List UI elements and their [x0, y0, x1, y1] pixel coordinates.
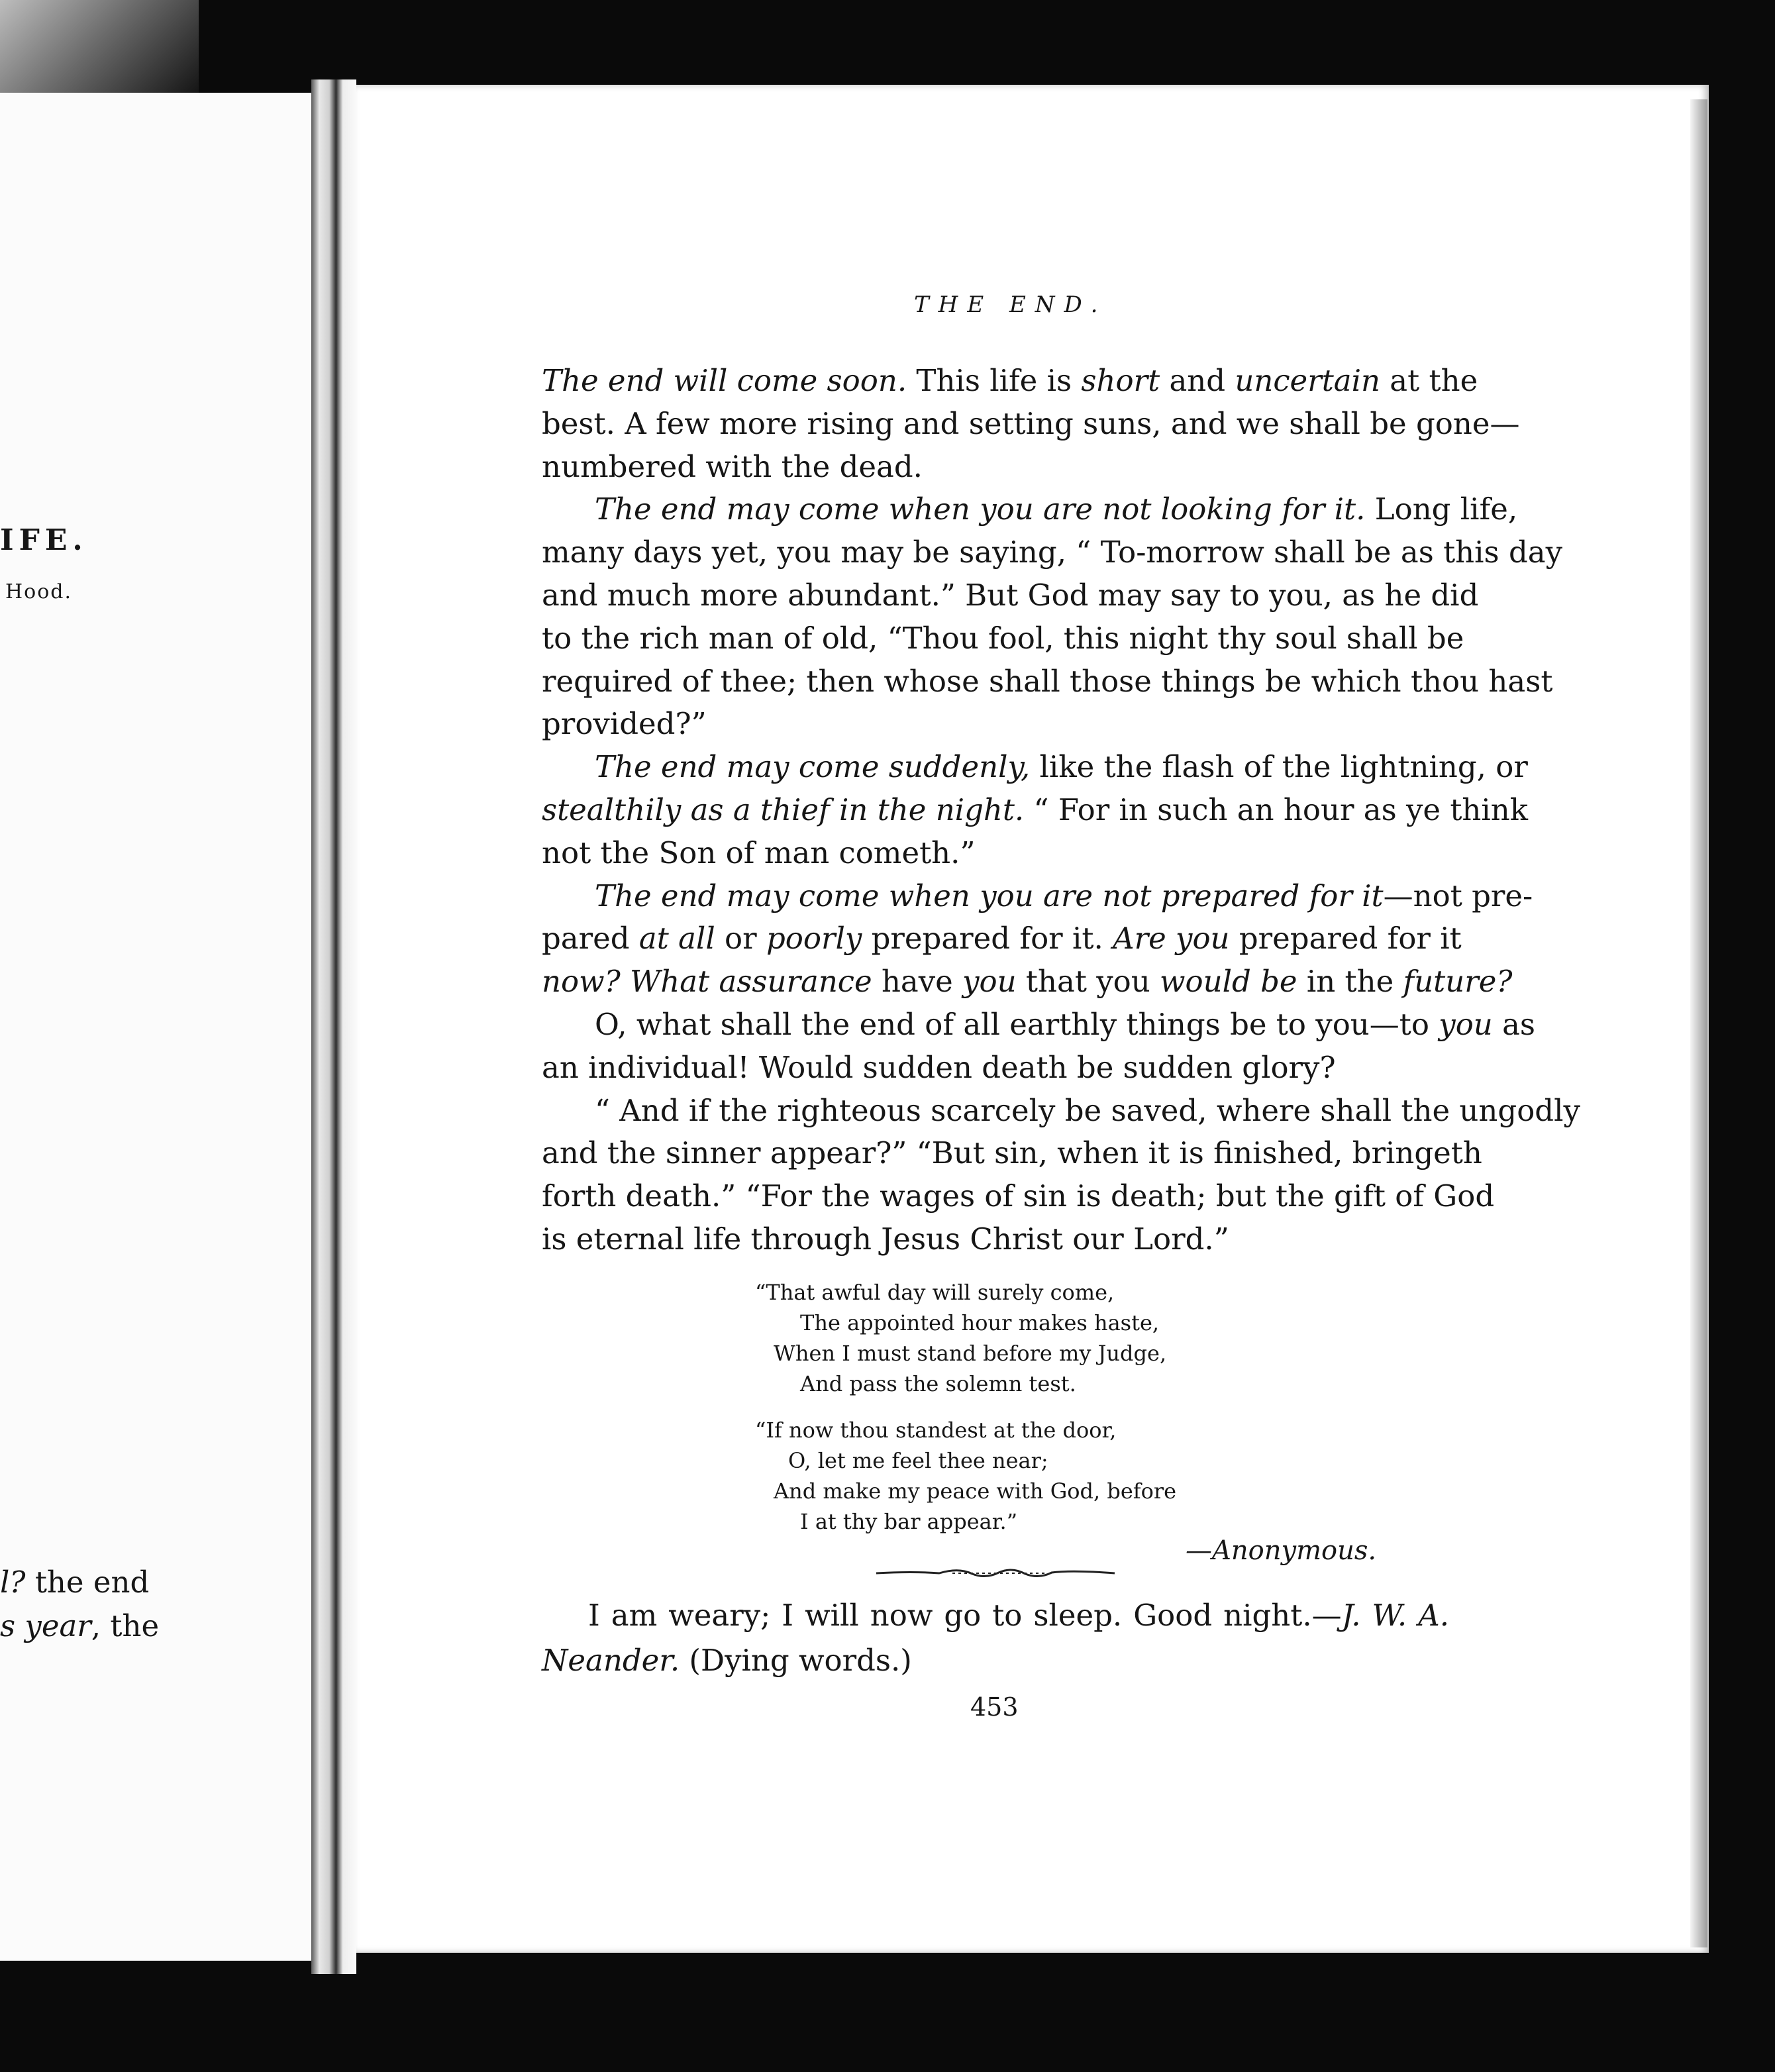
text: prepared for it. — [862, 921, 1113, 957]
body-line — [542, 921, 1462, 957]
body-line — [542, 663, 1553, 699]
text: or — [715, 921, 766, 957]
text: This life is — [907, 363, 1082, 398]
text: “ And if the righteous scarcely be saved, where shall the ungodly — [595, 1092, 1580, 1128]
text: that you — [1016, 964, 1160, 1000]
italic-text: poorly — [766, 921, 862, 957]
body-line — [542, 706, 1449, 741]
left-text-line-1: l? the end — [0, 1565, 150, 1600]
italic-text: The end may come when you are not looking for it. — [595, 492, 1366, 527]
text: pared — [542, 921, 639, 957]
text: at the — [1380, 363, 1478, 398]
italic-text: you — [1439, 1007, 1493, 1042]
text: like the flash of the lightning, or — [1030, 749, 1528, 785]
closing-line-2: Neander. (Dying words.) — [542, 1643, 912, 1678]
text: required of thee; then whose shall those things be which thou hast — [542, 663, 1553, 699]
poem-line: When I must stand before my Judge, — [774, 1341, 1167, 1366]
body-line — [542, 835, 1449, 870]
italic-text: now? — [542, 964, 621, 1000]
body-line — [542, 363, 1478, 398]
body-line — [542, 449, 1449, 484]
text: Long life, — [1365, 492, 1518, 527]
body-line — [542, 1050, 1449, 1085]
italic-text: at all — [638, 921, 715, 957]
body-line — [542, 1135, 1482, 1171]
poem-line: And pass the solemn test. — [800, 1371, 1076, 1396]
text: provided?” — [542, 706, 707, 742]
body-line — [595, 749, 1528, 785]
italic-text: The end may come when you are not prepared for it — [595, 878, 1384, 913]
body-line — [542, 405, 1520, 441]
text: not the Son of man cometh.” — [542, 835, 976, 870]
left-page — [0, 93, 311, 1961]
poem-line: O, let me feel thee near; — [788, 1448, 1048, 1473]
italic-text: short — [1081, 363, 1160, 398]
italic-text: The end will come soon. — [542, 363, 907, 398]
italic-text: The end may come suddenly, — [595, 749, 1031, 785]
left-text-line-2: s year, the — [0, 1608, 160, 1643]
text: many days yet, you may be saying, “ To-morrow shall be as this day — [542, 535, 1563, 570]
body-line — [542, 964, 1513, 1000]
poem-line: The appointed hour makes haste, — [800, 1310, 1160, 1335]
text: and — [1160, 363, 1235, 398]
text: forth death.” “For the wages of sin is death; but the gift of God — [542, 1178, 1495, 1214]
text: prepared for it — [1229, 921, 1462, 957]
text: and the sinner appear?” “But sin, when it is finished, bringeth — [542, 1135, 1482, 1171]
italic-text: future? — [1403, 964, 1513, 1000]
closing-line-1: I am weary; I will now go to sleep. Good night.—J. W. A. — [588, 1598, 1450, 1633]
italic-text: stealthily as a thief in the night. — [542, 792, 1025, 827]
body-line — [595, 1092, 1580, 1128]
body-line — [595, 492, 1518, 527]
text: to the rich man of old, “Thou fool, this night thy soul shall be — [542, 620, 1464, 656]
text: in the — [1297, 964, 1403, 1000]
italic-text: Are you — [1113, 921, 1230, 957]
book-spine — [311, 79, 356, 1974]
left-title-fragment: IFE. — [0, 523, 88, 557]
text — [621, 964, 630, 999]
text: as — [1492, 1007, 1535, 1042]
text: O, what shall the end of all earthly things be to you—to — [595, 1007, 1439, 1042]
text: numbered with the dead. — [542, 448, 923, 484]
text: —not pre- — [1383, 878, 1533, 913]
page-edge — [1690, 99, 1707, 1947]
body-line — [595, 1007, 1535, 1042]
text: have — [872, 964, 963, 1000]
poem-line: And make my peace with God, before — [774, 1478, 1177, 1504]
text: an individual! Would sudden death be sudden glory? — [542, 1049, 1336, 1085]
text: is eternal life through Jesus Christ our Lord.” — [542, 1221, 1229, 1257]
running-head: THE END. — [914, 291, 1107, 318]
body-line — [542, 1178, 1495, 1214]
page-number: 453 — [970, 1692, 1019, 1722]
attribution: —Anonymous. — [1186, 1535, 1377, 1566]
body-line — [542, 1221, 1449, 1257]
poem-line: “If now thou standest at the door, — [755, 1418, 1117, 1443]
body-line — [542, 620, 1464, 656]
body-line — [542, 535, 1563, 570]
italic-text: would be — [1160, 964, 1297, 1000]
ornament-divider — [873, 1563, 1118, 1583]
left-author-fragment: Hood. — [5, 580, 73, 603]
italic-text: you — [962, 964, 1017, 1000]
text: best. A few more rising and setting suns, and we shall be gone— — [542, 405, 1520, 441]
poem-line: “That awful day will surely come, — [755, 1280, 1115, 1305]
italic-text: What assurance — [630, 964, 872, 1000]
body-line — [542, 578, 1479, 613]
body-line — [542, 792, 1529, 827]
italic-text: uncertain — [1235, 363, 1380, 398]
text: and much more abundant.” But God may say to you, as he did — [542, 578, 1479, 613]
text: “ For in such an hour as ye think — [1024, 792, 1529, 827]
body-line — [595, 878, 1533, 913]
poem-line: I at thy bar appear.” — [800, 1509, 1018, 1534]
